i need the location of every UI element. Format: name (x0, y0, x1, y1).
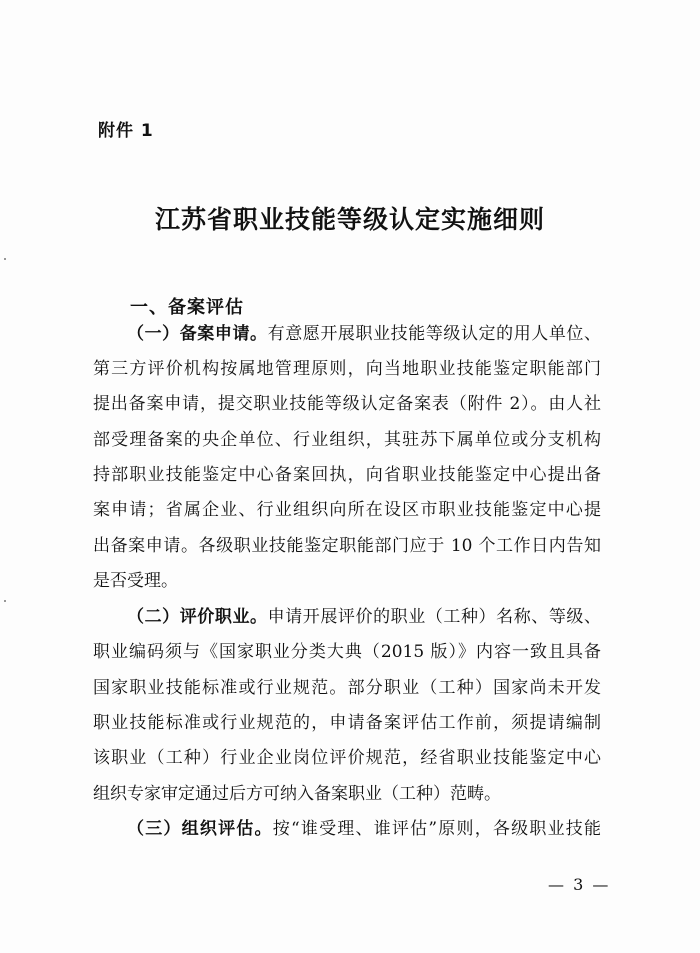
section-heading-1: 一、备案评估 (130, 297, 244, 318)
paragraph-line: 第三方评价机构按属地管理原则，向当地职业技能鉴定职能部门 (93, 359, 601, 379)
paragraph-line: 是否受理。 (93, 571, 178, 591)
paragraph-line: 该职业（工种）行业企业岗位评价规范，经省职业技能鉴定中心 (93, 748, 601, 768)
paragraph-line: 国家职业技能标准或行业规范。部分职业（工种）国家尚未开发 (93, 678, 601, 698)
attachment-label: 附件 1 (98, 121, 154, 141)
subsection-heading-3: （三）组织评估。 (127, 819, 273, 839)
paragraph-line: 部受理备案的央企单位、行业组织，其驻苏下属单位或分支机构 (93, 430, 601, 450)
paragraph-line: 持部职业技能鉴定中心备案回执，向省职业技能鉴定中心提出备 (93, 465, 601, 485)
paragraph-line: 职业编码须与《国家职业分类大典（2015 版）》内容一致且具备 (93, 642, 601, 662)
subsection-heading-1: （一）备案申请。 (127, 324, 268, 344)
page-number: — 3 — (548, 875, 611, 894)
paragraph-line: 职业技能标准或行业规范的，申请备案评估工作前，须提请编制 (93, 713, 601, 733)
subsection-heading-2: （二）评价职业。 (127, 607, 268, 627)
paragraph-line: （二）评价职业。申请开展评价的职业（工种）名称、等级、 (127, 607, 602, 627)
paragraph-line: 组织专家审定通过后方可纳入备案职业（工种）范畴。 (93, 784, 501, 804)
document-title: 江苏省职业技能等级认定实施细则 (154, 205, 545, 234)
paragraph-line: （一）备案申请。有意愿开展职业技能等级认定的用人单位、 (127, 324, 602, 344)
paragraph-line: 出备案申请。各级职业技能鉴定职能部门应于 10 个工作日内告知 (93, 536, 601, 556)
paragraph-line: 案申请；省属企业、行业组织向所在设区市职业技能鉴定中心提 (93, 500, 601, 520)
scan-speck (4, 258, 6, 260)
paragraph-line: （三）组织评估。按“谁受理、谁评估”原则，各级职业技能 (127, 819, 601, 839)
scan-speck (4, 600, 6, 602)
paragraph-line: 提出备案申请，提交职业技能等级认定备案表（附件 2）。由人社 (93, 394, 601, 414)
